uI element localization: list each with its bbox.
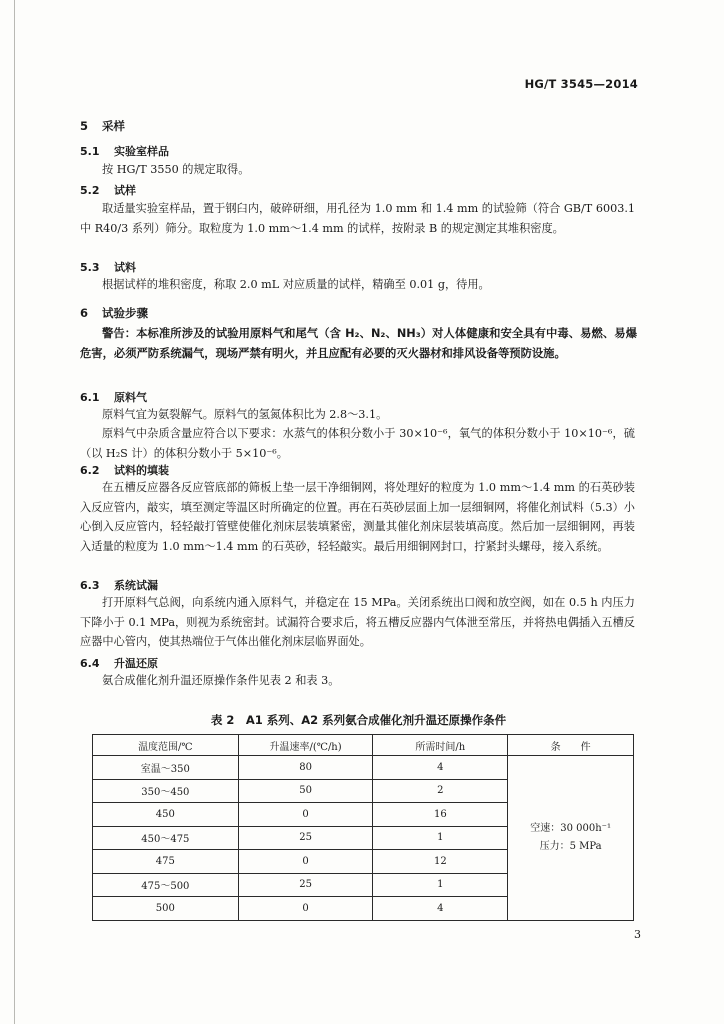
cell-heating-rate: 0 [238, 897, 373, 921]
cell-temperature-range: 450～475 [93, 826, 239, 850]
section-title: 试样 [114, 184, 136, 197]
section-6-3-text: 打开原料气总阀，向系统内通入原料气，并稳定在 15 MPa。关闭系统出口阀和放空阀，如在 0.5 h 内压力下降小于 0.1 MPa，则视为系统密封。试漏符合要求后，将五槽反应器内气体泄至常压，并将热电偶插入五槽反应器中心管内，使其热端位于气体出催化剂床层临界面处。 [80, 596, 635, 648]
section-number: 6.2 [80, 464, 100, 477]
cell-heating-rate: 25 [238, 873, 373, 897]
cell-heating-rate: 0 [238, 850, 373, 874]
header-temperature-range: 温度范围/℃ [93, 735, 239, 756]
section-6-heading [80, 305, 148, 321]
section-6-1-paragraph-1: 原料气宜为氨裂解气。原料气的氢氮体积比为 2.8～3.1。 [102, 408, 388, 421]
section-5-3-heading [80, 259, 136, 275]
section-number: 5.1 [80, 145, 100, 158]
cell-temperature-range: 450 [93, 803, 239, 827]
section-5-2-heading [80, 182, 136, 198]
section-number: 6.3 [80, 579, 100, 592]
operating-conditions-table [92, 734, 634, 921]
section-number: 5.2 [80, 184, 100, 197]
section-title: 原料气 [114, 391, 147, 404]
section-title: 实验室样品 [114, 145, 169, 158]
section-5-1-text: 按 HG/T 3550 的规定取得。 [102, 163, 250, 176]
cell-time-required: 1 [373, 826, 508, 850]
cell-temperature-range: 室温～350 [93, 756, 239, 780]
section-6-4-heading [80, 655, 158, 671]
section-number: 6.4 [80, 657, 100, 670]
cell-time-required: 16 [373, 803, 508, 827]
cell-time-required: 2 [373, 779, 508, 803]
section-5-heading [80, 118, 125, 134]
table-row [93, 756, 634, 780]
section-6-2-text: 在五槽反应器各反应管底部的筛板上垫一层干净细铜网，将处理好的粒度为 1.0 mm～1.4 mm 的石英砂装入反应管内，敲实，填至测定等温区时所确定的位置。再在石英砂层面上加一层细铜网，将催化剂试料（5.3）小心倒入反应管内，轻轻敲打管壁使催化剂床层装填紧密，测量其催化剂床层装填高度。然后加一层细铜网，再装入适量的粒度为 1.0 mm～1.4 mm 的石英砂，轻轻敲实。最后用细铜网封口，拧紧封头螺母，接入系统。 [80, 481, 635, 553]
section-6-4-text: 氨合成催化剂升温还原操作条件见表 2 和表 3。 [102, 674, 340, 687]
section-number: 6.1 [80, 391, 100, 404]
table-caption: 表 2 A1 系列、A2 系列氨合成催化剂升温还原操作条件 [210, 713, 507, 727]
section-title: 采样 [102, 119, 125, 133]
cell-time-required: 12 [373, 850, 508, 874]
section-title: 试料 [114, 261, 136, 274]
header-time-required: 所需时间/h [373, 735, 508, 756]
standard-code: HG/T 3545—2014 [524, 77, 638, 91]
section-5-1-heading [80, 143, 169, 159]
cell-time-required: 4 [373, 756, 508, 780]
header-conditions: 条 件 [508, 735, 634, 756]
condition-pressure: 压力：5 MPa [539, 840, 602, 852]
cell-temperature-range: 475～500 [93, 873, 239, 897]
cell-temperature-range: 500 [93, 897, 239, 921]
page-number: 3 [634, 928, 641, 941]
section-title: 试验步骤 [102, 306, 148, 320]
cell-heating-rate: 0 [238, 803, 373, 827]
section-6-1-paragraph-2: 原料气中杂质含量应符合以下要求：水蒸气的体积分数小于 30×10⁻⁶，氧气的体积分数小于 10×10⁻⁶，硫（以 H₂S 计）的体积分数小于 5×10⁻⁶。 [80, 427, 635, 460]
section-5-2-text: 取适量实验室样品，置于钢臼内，破碎研细，用孔径为 1.0 mm 和 1.4 mm 的试验筛（符合 GB/T 6003.1 中 R40/3 系列）筛分。取粒度为 1.0 mm～1.4 mm 的试样，按附录 B 的规定测定其堆积密度。 [80, 202, 635, 235]
section-title: 试料的填装 [114, 464, 169, 477]
cell-heating-rate: 80 [238, 756, 373, 780]
section-5-3-text: 根据试样的堆积密度，称取 2.0 mL 对应质量的试样，精确至 0.01 g，待用。 [102, 278, 490, 291]
table-header-row [93, 735, 634, 756]
cell-temperature-range: 475 [93, 850, 239, 874]
section-6-1-heading [80, 389, 147, 405]
cell-time-required: 1 [373, 873, 508, 897]
cell-time-required: 4 [373, 897, 508, 921]
safety-warning: 警告：本标准所涉及的试验用原料气和尾气（含 H₂、N₂、NH₃）对人体健康和安全具有中毒、易燃、易爆危害，必须严防系统漏气，现场严禁有明火，并且应配有必要的灭火器材和排风设备等预防设施。 [80, 327, 637, 360]
condition-space-velocity: 空速：30 000h⁻¹ [530, 822, 611, 834]
section-number: 5 [80, 119, 89, 133]
section-title: 系统试漏 [114, 579, 158, 592]
page-binding-line [14, 0, 15, 1024]
cell-heating-rate: 25 [238, 826, 373, 850]
section-6-3-heading [80, 577, 158, 593]
cell-conditions [508, 756, 634, 921]
section-number: 6 [80, 306, 89, 320]
section-title: 升温还原 [114, 657, 158, 670]
section-6-2-heading [80, 462, 169, 478]
cell-temperature-range: 350～450 [93, 779, 239, 803]
section-number: 5.3 [80, 261, 100, 274]
header-heating-rate: 升温速率/(℃/h) [238, 735, 373, 756]
cell-heating-rate: 50 [238, 779, 373, 803]
